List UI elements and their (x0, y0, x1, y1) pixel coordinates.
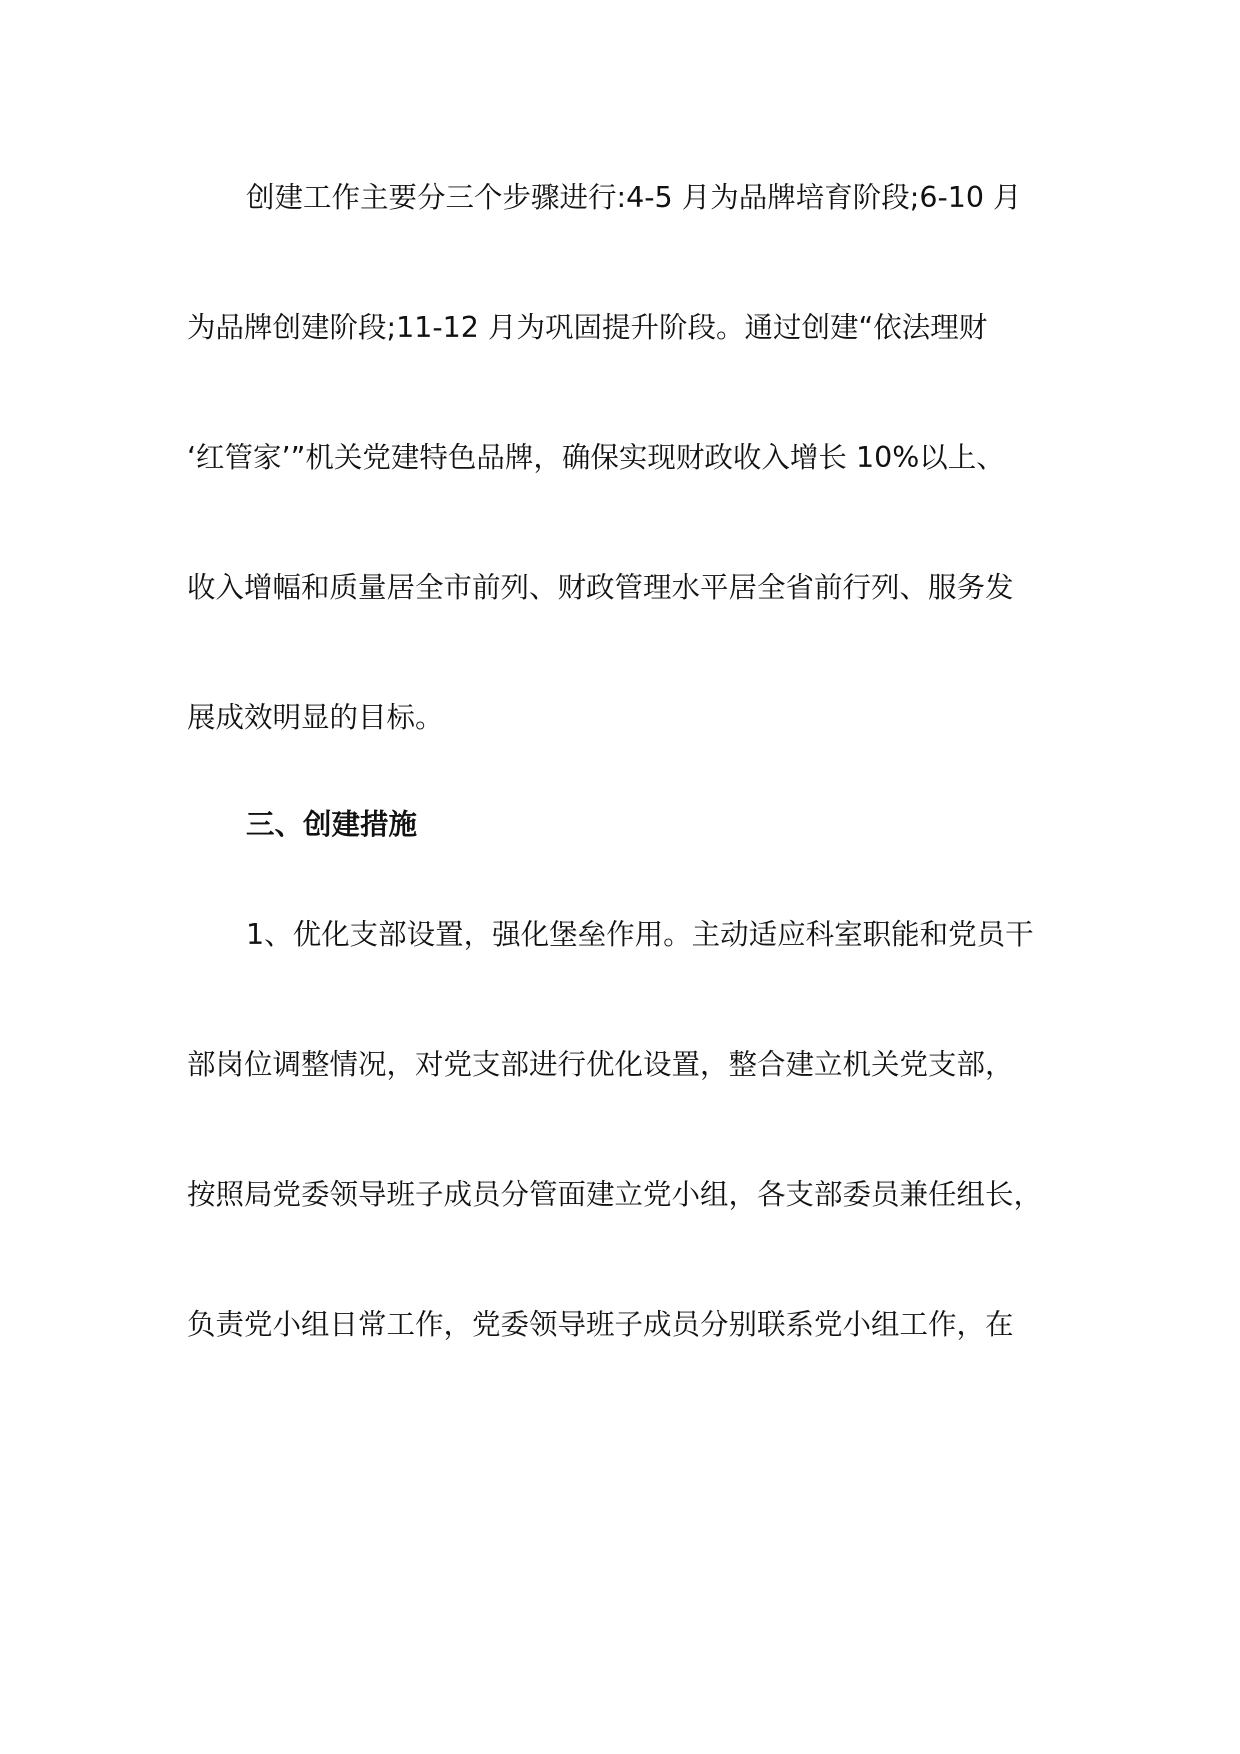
section-paragraph-line-1: 1、优化支部设置，强化堡垒作用。主动适应科室职能和党员干 (246, 918, 1034, 951)
paragraph-line-2: 为品牌创建阶段;11-12 月为巩固提升阶段。通过创建“依法理财 (187, 311, 988, 344)
section-paragraph-line-4: 负责党小组日常工作，党委领导班子成员分别联系党小组工作，在 (187, 1308, 1014, 1341)
paragraph-line-4: 收入增幅和质量居全市前列、财政管理水平居全省前行列、服务发 (187, 571, 1014, 604)
paragraph-line-1: 创建工作主要分三个步骤进行:4-5 月为品牌培育阶段;6-10 月 (246, 181, 1022, 214)
section-paragraph-line-2: 部岗位调整情况，对党支部进行优化设置，整合建立机关党支部， (187, 1048, 1014, 1081)
paragraph-line-5: 展成效明显的目标。 (187, 701, 444, 734)
section-heading: 三、创建措施 (246, 808, 418, 841)
paragraph-line-3: ‘红管家’”机关党建特色品牌，确保实现财政收入增长 10%以上、 (187, 441, 1005, 474)
section-paragraph-line-3: 按照局党委领导班子成员分管面建立党小组，各支部委员兼任组长， (187, 1178, 1043, 1211)
